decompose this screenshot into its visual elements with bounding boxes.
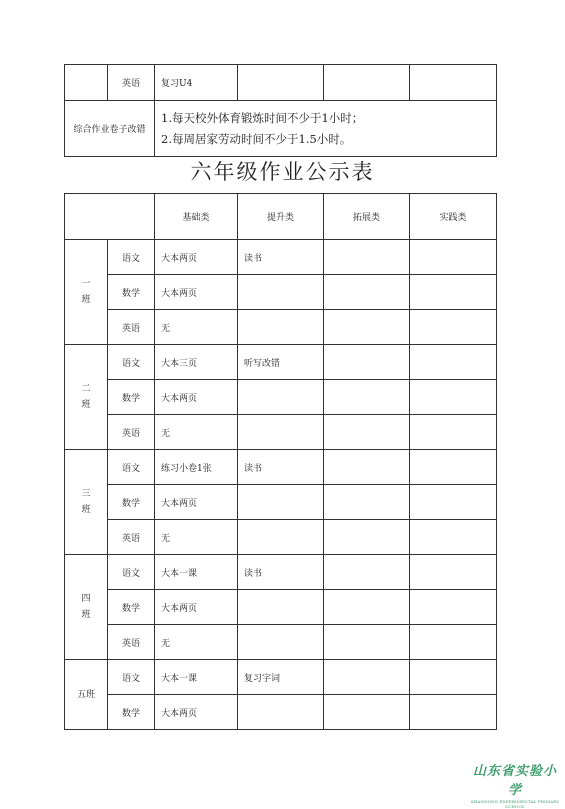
practice-cell [410, 555, 497, 590]
subject-cell: 数学 [108, 275, 155, 310]
table-row [65, 485, 497, 520]
advanced-cell [238, 275, 324, 310]
logo-name-en: SHANDONG EXPERIMENTAL PRIMARY SCHOOL [470, 799, 560, 809]
subject-cell: 数学 [108, 695, 155, 730]
extension-cell [324, 450, 410, 485]
advanced-cell [238, 695, 324, 730]
basic-cell: 大本两页 [155, 380, 238, 415]
advanced-cell [238, 625, 324, 660]
table-row [65, 240, 497, 275]
subject-cell: 英语 [108, 65, 155, 101]
note-line: 2.每周居家劳动时间不少于1.5小时。 [161, 131, 352, 146]
corner-cell [65, 194, 155, 240]
extension-cell [324, 310, 410, 345]
practice-cell [410, 310, 497, 345]
basic-cell: 无 [155, 415, 238, 450]
table-row [65, 695, 497, 730]
extension-cell [324, 485, 410, 520]
table-row [65, 520, 497, 555]
subject-cell: 语文 [108, 555, 155, 590]
advanced-cell: 读书 [238, 555, 324, 590]
advanced-cell: 读书 [238, 240, 324, 275]
table-row [65, 590, 497, 625]
note-line: 1.每天校外体育锻炼时间不少于1小时； [161, 110, 364, 125]
basic-cell: 无 [155, 310, 238, 345]
extension-cell [324, 520, 410, 555]
basic-cell: 大本一课 [155, 660, 238, 695]
extension-cell [324, 415, 410, 450]
header-basic: 基础类 [155, 194, 238, 240]
empty-cell [324, 65, 410, 101]
extension-cell [324, 240, 410, 275]
class-name-cell: 五班 [65, 660, 108, 730]
advanced-cell [238, 380, 324, 415]
basic-cell: 无 [155, 520, 238, 555]
advanced-cell [238, 590, 324, 625]
extension-cell [324, 590, 410, 625]
page-title: 六年级作业公示表 [190, 160, 375, 184]
advanced-cell: 复习字词 [238, 660, 324, 695]
practice-cell [410, 240, 497, 275]
table-row [65, 380, 497, 415]
subject-cell: 语文 [108, 345, 155, 380]
table-row [65, 450, 497, 485]
subject-cell: 英语 [108, 310, 155, 345]
subject-cell: 数学 [108, 485, 155, 520]
advanced-cell [238, 520, 324, 555]
subject-cell: 英语 [108, 520, 155, 555]
extension-cell [324, 555, 410, 590]
header-advanced: 提升类 [238, 194, 324, 240]
extension-cell [324, 695, 410, 730]
basic-cell: 练习小卷1张 [155, 450, 238, 485]
advanced-cell [238, 415, 324, 450]
class-name-cell: 二 班 [65, 345, 108, 450]
logo-name-zh: 山东省实验小学 [472, 764, 557, 798]
header-extension: 拓展类 [324, 194, 410, 240]
empty-cell [410, 65, 497, 101]
basic-cell: 大本两页 [155, 485, 238, 520]
advanced-cell: 听写改错 [238, 345, 324, 380]
empty-cell [65, 65, 108, 101]
basic-cell: 复习U4 [155, 65, 238, 101]
practice-cell [410, 695, 497, 730]
extension-cell [324, 345, 410, 380]
extension-cell [324, 625, 410, 660]
header-practice: 实践类 [410, 194, 497, 240]
class-name-cell: 四 班 [65, 555, 108, 660]
school-logo [470, 760, 560, 809]
practice-cell [410, 520, 497, 555]
practice-cell [410, 660, 497, 695]
note-label: 综合作业卷子改错 [65, 101, 155, 157]
table-row [65, 660, 497, 695]
subject-cell: 英语 [108, 625, 155, 660]
subject-cell: 语文 [108, 660, 155, 695]
empty-cell [238, 65, 324, 101]
subject-cell: 数学 [108, 590, 155, 625]
table-row [65, 415, 497, 450]
practice-cell [410, 590, 497, 625]
table-row [65, 275, 497, 310]
practice-cell [410, 275, 497, 310]
table-row [65, 625, 497, 660]
practice-cell [410, 625, 497, 660]
practice-cell [410, 485, 497, 520]
practice-cell [410, 415, 497, 450]
practice-cell [410, 345, 497, 380]
basic-cell: 大本两页 [155, 590, 238, 625]
subject-cell: 语文 [108, 450, 155, 485]
homework-table [64, 193, 497, 730]
extension-cell [324, 275, 410, 310]
basic-cell: 大本一课 [155, 555, 238, 590]
practice-cell [410, 380, 497, 415]
advanced-cell [238, 310, 324, 345]
table-row [65, 345, 497, 380]
advanced-cell: 读书 [238, 450, 324, 485]
class-name-cell: 三 班 [65, 450, 108, 555]
subject-cell: 英语 [108, 415, 155, 450]
table-row [65, 310, 497, 345]
note-text [155, 101, 497, 157]
extension-cell [324, 380, 410, 415]
subject-cell: 数学 [108, 380, 155, 415]
basic-cell: 大本两页 [155, 240, 238, 275]
table-row [65, 555, 497, 590]
practice-cell [410, 450, 497, 485]
top-table [64, 64, 497, 157]
basic-cell: 大本三页 [155, 345, 238, 380]
basic-cell: 大本两页 [155, 695, 238, 730]
class-name-cell: 一 班 [65, 240, 108, 345]
subject-cell: 语文 [108, 240, 155, 275]
extension-cell [324, 660, 410, 695]
basic-cell: 大本两页 [155, 275, 238, 310]
advanced-cell [238, 485, 324, 520]
basic-cell: 无 [155, 625, 238, 660]
